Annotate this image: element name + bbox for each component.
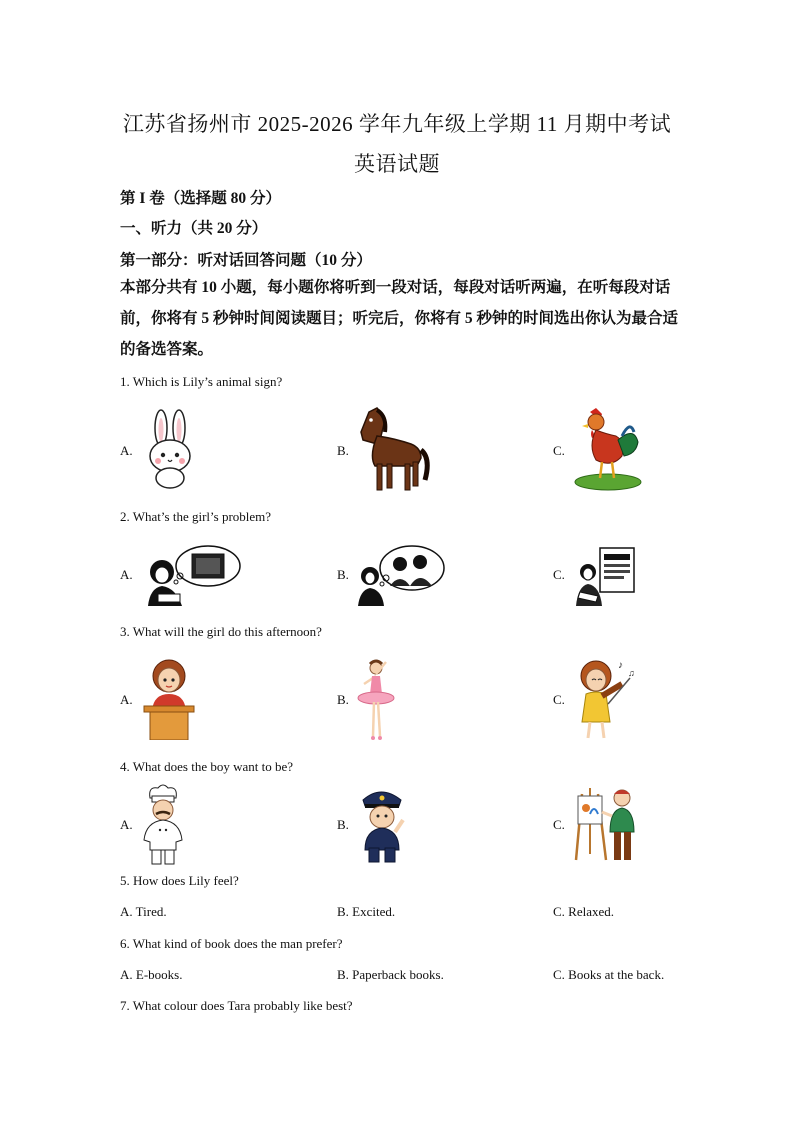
svg-text:♫: ♫ xyxy=(628,668,635,678)
horse-icon xyxy=(355,406,431,494)
option-1c-label: C. xyxy=(553,443,565,458)
speaker-podium-icon xyxy=(142,656,196,740)
rabbit-icon xyxy=(142,408,198,490)
option-2a-label: A. xyxy=(120,567,133,582)
question-1: 1. Which is Lily’s animal sign? xyxy=(120,374,283,389)
option-5a: A. Tired. xyxy=(120,904,167,919)
option-3a-label: A. xyxy=(120,692,133,707)
page-subtitle: 英语试题 xyxy=(354,152,440,176)
instructions: 本部分共有 10 小题，每小题你将听到一段对话，每段对话听两遍，在听每段对话前，你将有 5 秒钟时间阅读题目；听完后，你将有 5 秒钟的时间选出你认为最合适的备选答案。 xyxy=(120,279,679,358)
chef-icon xyxy=(140,784,186,866)
girl-thinking-book-icon xyxy=(574,544,638,608)
option-6b: B. Paperback books. xyxy=(337,967,444,982)
rooster-icon xyxy=(572,406,642,492)
page-title: 江苏省扬州市 2025-2026 学年九年级上学期 11 月期中考试 xyxy=(122,112,672,136)
question-3: 3. What will the girl do this afternoon? xyxy=(120,624,322,639)
question-4: 4. What does the boy want to be? xyxy=(120,759,294,774)
girl-thinking-tv-icon xyxy=(142,542,242,606)
part-heading: 第一部分：听对话回答问题（10 分） xyxy=(120,252,372,269)
svg-text:♪: ♪ xyxy=(618,660,623,671)
question-2: 2. What’s the girl’s problem? xyxy=(120,509,272,524)
option-2b-label: B. xyxy=(337,567,349,582)
option-4c-label: C. xyxy=(553,817,565,832)
policeman-icon xyxy=(355,784,409,864)
question-7: 7. What colour does Tara probably like best? xyxy=(120,998,353,1013)
option-5b: B. Excited. xyxy=(337,904,396,919)
question-5: 5. How does Lily feel? xyxy=(120,873,239,888)
option-3b-label: B. xyxy=(337,692,349,707)
option-4a-label: A. xyxy=(120,817,133,832)
option-3c-label: C. xyxy=(553,692,565,707)
option-1a-label: A. xyxy=(120,443,133,458)
girl-thinking-people-icon xyxy=(356,542,446,606)
section-heading: 第 I 卷（选择题 80 分） xyxy=(120,190,282,207)
option-5c: C. Relaxed. xyxy=(553,904,615,919)
option-1b-label: B. xyxy=(337,443,349,458)
option-4b-label: B. xyxy=(337,817,349,832)
painter-icon xyxy=(572,784,638,864)
listening-heading: 一、听力（共 20 分） xyxy=(120,220,268,237)
violinist-icon xyxy=(572,656,636,742)
option-6c: C. Books at the back. xyxy=(553,967,665,982)
option-6a: A. E-books. xyxy=(120,967,183,982)
option-2c-label: C. xyxy=(553,567,565,582)
ballerina-icon xyxy=(356,656,402,742)
question-6: 6. What kind of book does the man prefer? xyxy=(120,936,343,951)
